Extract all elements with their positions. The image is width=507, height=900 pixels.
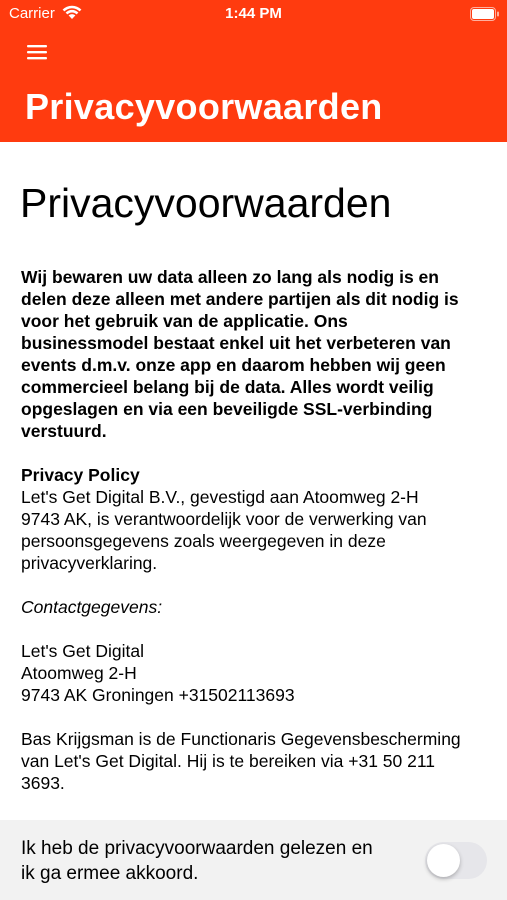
menu-button[interactable] xyxy=(22,38,52,66)
status-time: 1:44 PM xyxy=(225,5,282,22)
intro-line: commercieel belang bij de data. Alles wordt veilig xyxy=(21,377,434,397)
toggle-knob xyxy=(427,844,460,877)
policy-line: 9743 AK, is verantwoordelijk voor de verwerking van xyxy=(21,509,427,529)
consent-label xyxy=(21,836,373,886)
status-bar xyxy=(0,0,507,28)
contact-details xyxy=(21,640,491,706)
contact-heading: Contactgegevens: xyxy=(21,597,163,617)
intro-line: delen deze alleen met andere partijen als dit nodig is xyxy=(21,289,459,309)
intro-line: verstuurd. xyxy=(21,421,107,441)
intro-line: voor het gebruik van de applicatie. Ons xyxy=(21,311,348,331)
intro-line: Wij bewaren uw data alleen zo lang als nodig is en xyxy=(21,267,439,287)
intro-paragraph xyxy=(21,266,491,442)
page-title: Privacyvoorwaarden xyxy=(20,180,392,226)
officer-paragraph xyxy=(21,728,491,794)
carrier-label: Carrier xyxy=(9,5,55,22)
nav-title: Privacyvoorwaarden xyxy=(25,86,383,127)
intro-line: opgeslagen en via een beveiligde SSL-verbinding xyxy=(21,399,433,419)
consent-label-line: Ik heb de privacyvoorwaarden gelezen en xyxy=(21,838,373,859)
policy-line: privacyverklaring. xyxy=(21,553,158,573)
privacy-content[interactable] xyxy=(0,142,507,820)
officer-line: van Let's Get Digital. Hij is te bereiken via +31 50 211 xyxy=(21,751,436,771)
app-header xyxy=(0,0,507,142)
consent-toggle[interactable] xyxy=(425,842,487,879)
policy-line: persoonsgegevens zoals weergegeven in deze xyxy=(21,531,386,551)
officer-line: 3693. xyxy=(21,773,65,793)
policy-line: Let's Get Digital B.V., gevestigd aan Atoomweg 2-H xyxy=(21,487,419,507)
contact-line: Let's Get Digital xyxy=(21,641,144,661)
privacy-text xyxy=(21,266,491,816)
officer-line: Bas Krijgsman is de Functionaris Gegevensbescherming xyxy=(21,729,461,749)
consent-label-line: ik ga ermee akkoord. xyxy=(21,863,199,884)
consent-bar xyxy=(0,820,507,900)
policy-paragraph xyxy=(21,464,491,574)
contact-line: 9743 AK Groningen +31502113693 xyxy=(21,685,295,705)
intro-line: events d.m.v. onze app en daarom hebben wij geen xyxy=(21,355,446,375)
intro-line: businessmodel bestaat enkel uit het verbeteren van xyxy=(21,333,451,353)
hamburger-menu-icon xyxy=(27,44,47,60)
policy-heading: Privacy Policy xyxy=(21,465,140,485)
contact-line: Atoomweg 2-H xyxy=(21,663,137,683)
battery-icon xyxy=(470,7,500,21)
